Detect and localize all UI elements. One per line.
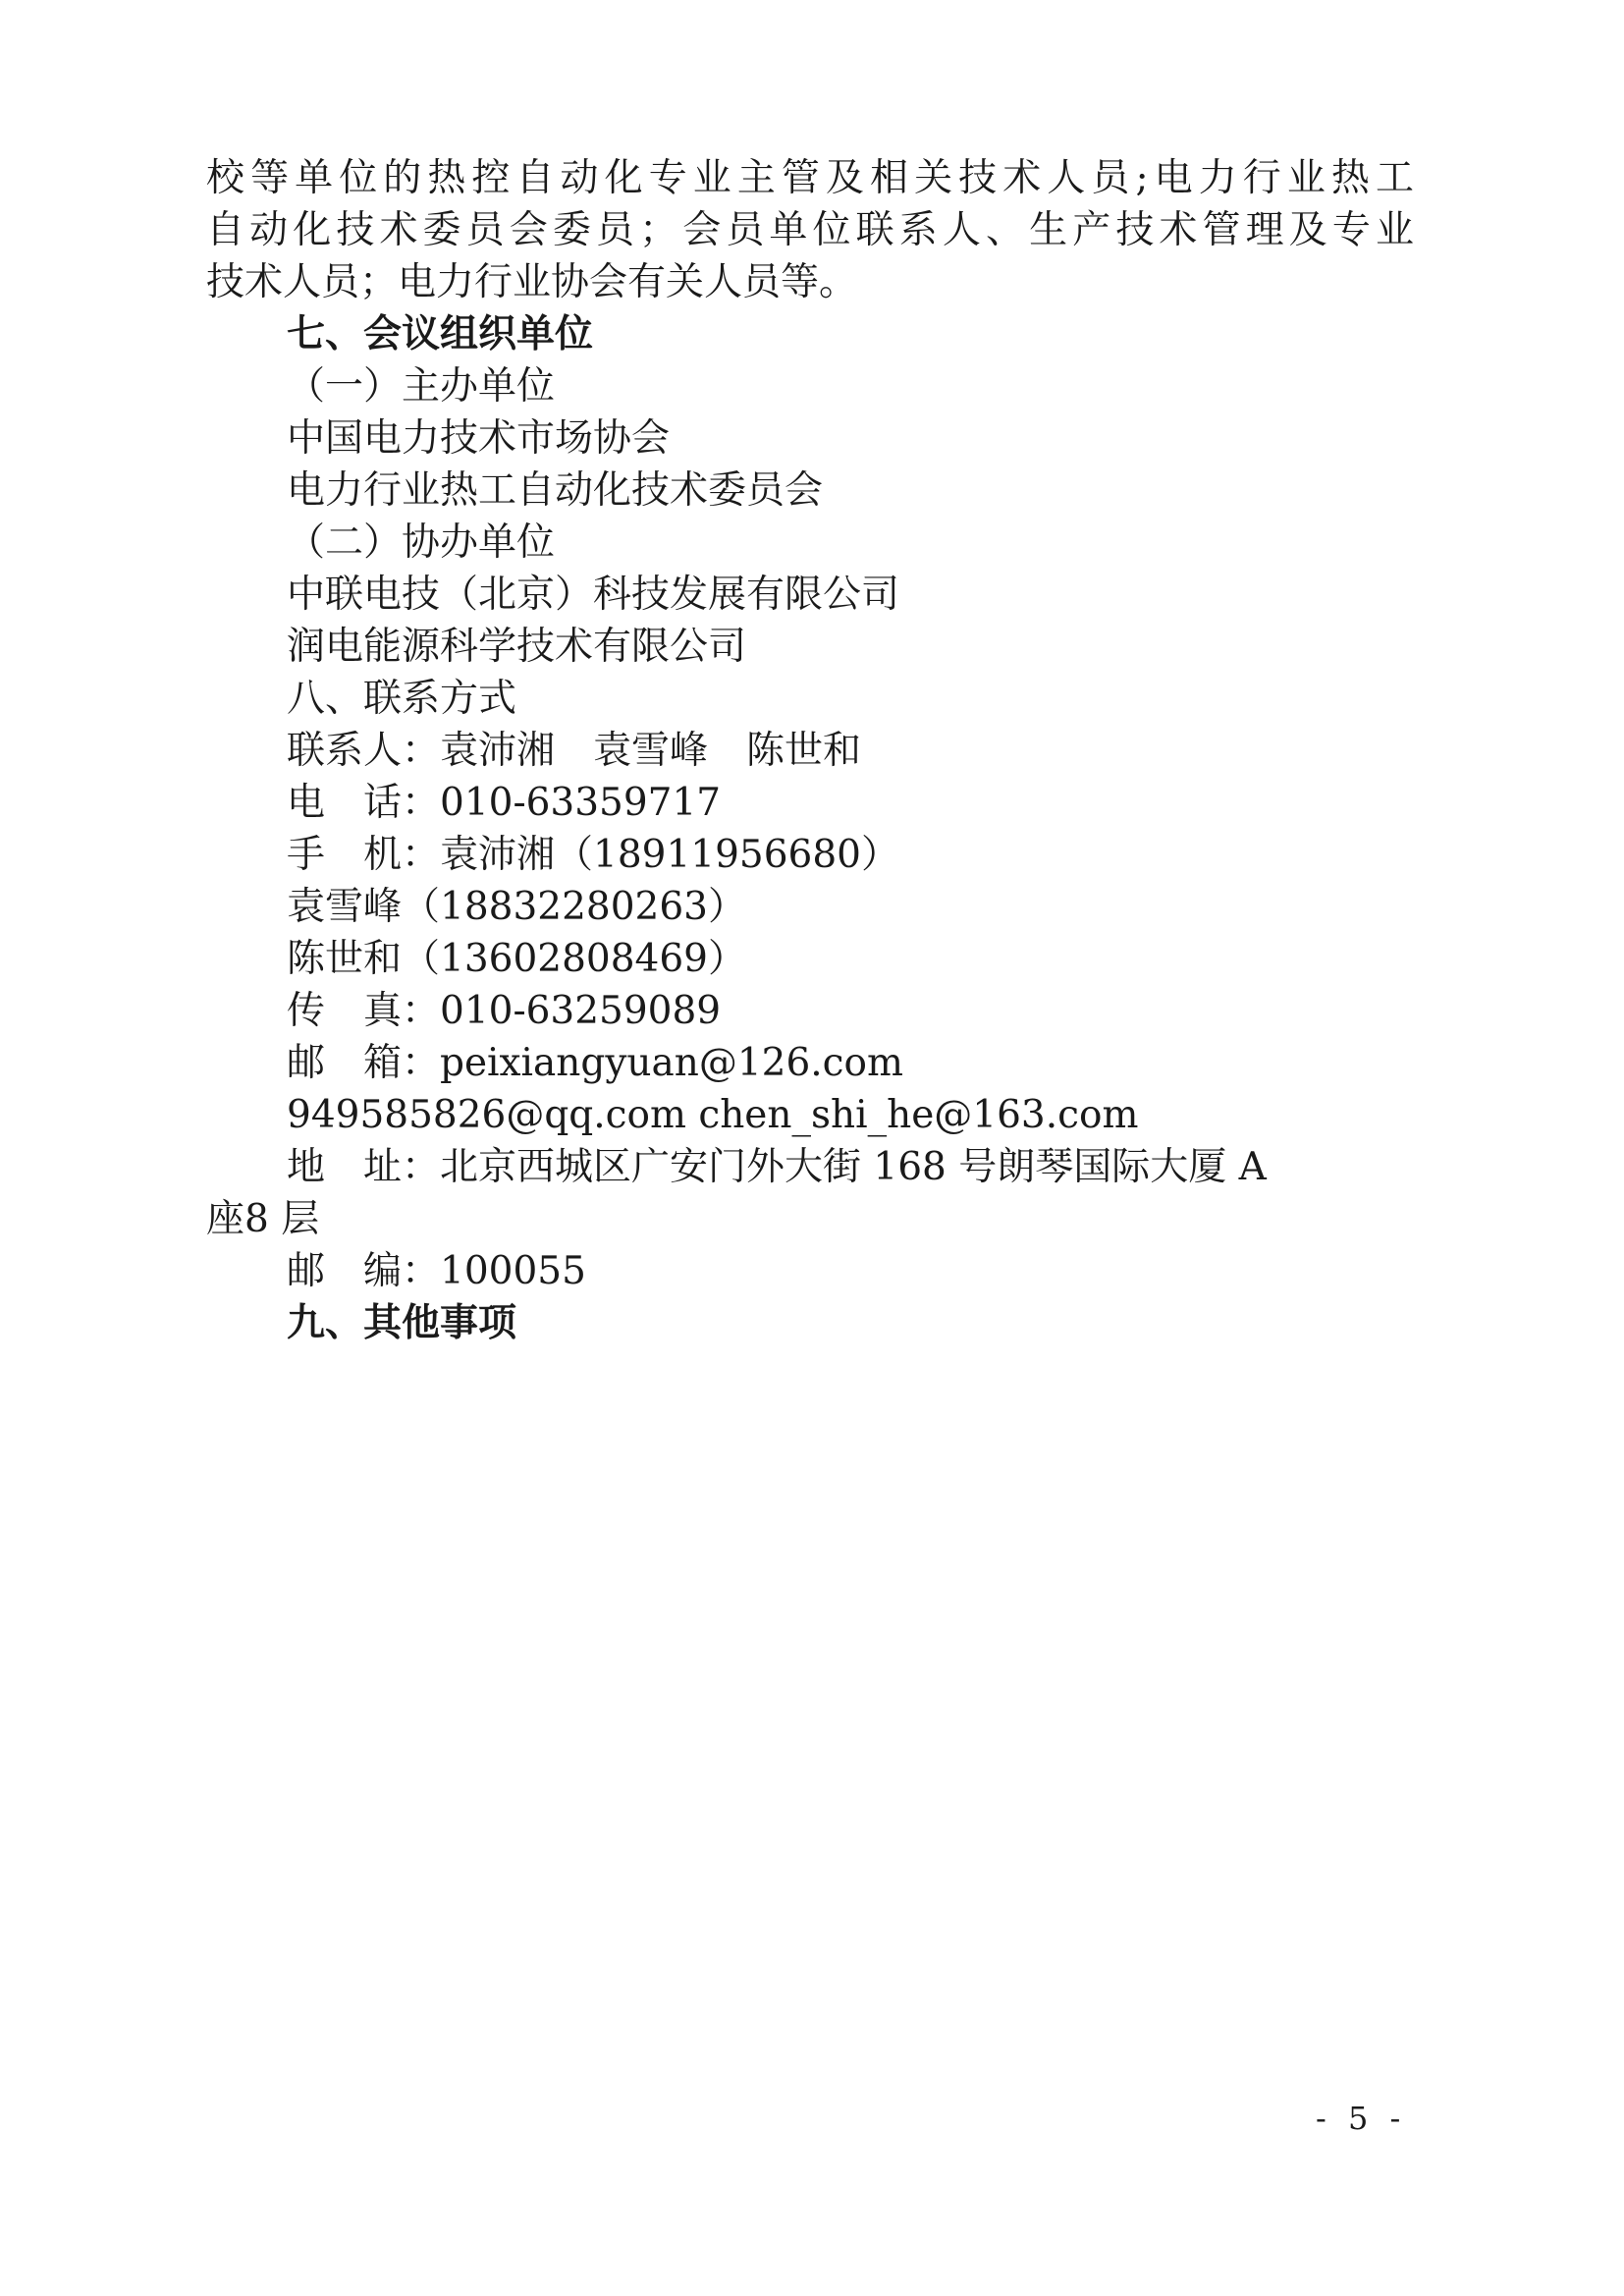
- audience-line-3: 技术人员；电力行业协会有关人员等。: [206, 260, 858, 304]
- section-9-title: 九、其他事项: [287, 1301, 517, 1345]
- contact-persons: 联系人：袁沛湘 袁雪峰 陈世和: [287, 729, 862, 773]
- host-organizer-1: 中国电力技术市场协会: [287, 416, 671, 461]
- contact-fax: 传 真：010-63259089: [287, 989, 722, 1033]
- host-organizer-2: 电力行业热工自动化技术委员会: [287, 468, 824, 513]
- contact-email-2: 949585826@qq.com chen_shi_he@163.com: [287, 1093, 1139, 1137]
- section-7-title: 七、会议组织单位: [287, 312, 594, 356]
- audience-line-2: 自动化技术委员会委员；会员单位联系人、生产技术管理及专业: [206, 208, 1414, 252]
- contact-postcode: 邮 编：100055: [287, 1249, 586, 1293]
- contact-address-1: 地 址：北京西城区广安门外大街 168 号朗琴国际大厦 A: [287, 1145, 1267, 1189]
- contact-address-2: 座8 层: [206, 1197, 320, 1241]
- contact-mobile-3: 陈世和（13602808469）: [287, 937, 746, 981]
- audience-line-1: 校等单位的热控自动化专业主管及相关技术人员;电力行业热工: [206, 156, 1414, 200]
- section-8-title: 八、联系方式: [287, 677, 517, 721]
- assist-organizer-2: 润电能源科学技术有限公司: [287, 625, 747, 669]
- contact-mobile-2: 袁雪峰（18832280263）: [287, 885, 746, 929]
- assist-organizer-1: 中联电技（北京）科技发展有限公司: [287, 573, 900, 617]
- contact-mobile-1: 手 机：袁沛湘（18911956680）: [287, 833, 899, 877]
- page-number: - 5 -: [1316, 2100, 1407, 2137]
- contact-email-1: 邮 箱：peixiangyuan@126.com: [287, 1041, 903, 1085]
- assist-heading: （二）协办单位: [287, 520, 556, 565]
- host-heading: （一）主办单位: [287, 364, 556, 409]
- contact-phone: 电 话：010-63359717: [287, 781, 722, 825]
